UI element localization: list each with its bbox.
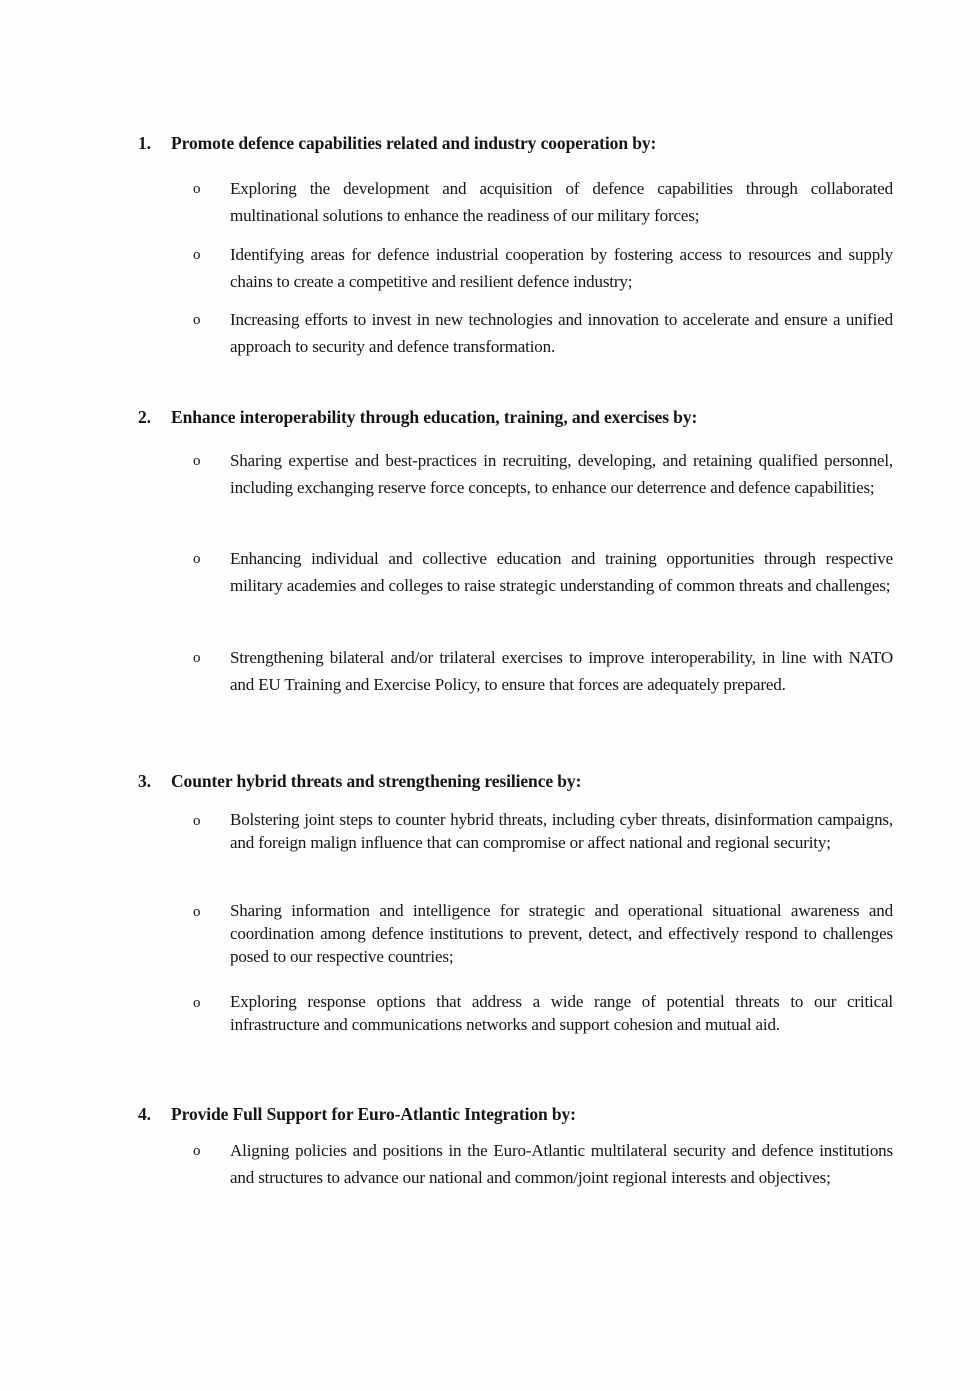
list-item-text: Sharing information and intelligence for strategic and operational situational awareness and coordination among defence institutions to prevent, detect, and effectively respond to challenges posed to our respective countries; <box>230 901 893 966</box>
bullet-circle-icon: o <box>193 1143 201 1159</box>
bullet-circle-icon: o <box>193 247 201 263</box>
section-heading <box>138 1103 898 1125</box>
list-item-text: Strengthening bilateral and/or trilateral exercises to improve interoperability, in line with NATO and EU Training and Exercise Policy, to ensure that forces are adequately prepared. <box>230 648 893 694</box>
list-item-text: Exploring response options that address a wide range of potential threats to our critical infrastructure and communications networks and support cohesion and mutual aid. <box>230 992 893 1034</box>
section-heading <box>138 132 898 154</box>
list-item-text: Aligning policies and positions in the Euro-Atlantic multilateral security and defence institutions and structures to advance our national and common/joint regional interests and objectives; <box>230 1141 893 1187</box>
section-2 <box>138 406 898 694</box>
list-item-text: Exploring the development and acquisition of defence capabilities through collaborated multinational solutions to enhance the readiness of our military forces; <box>230 179 893 225</box>
section-1 <box>138 132 898 356</box>
bullet-circle-icon: o <box>193 995 201 1011</box>
bullet-circle-icon: o <box>193 312 201 328</box>
section-number: 3. <box>138 771 151 791</box>
section-title: Provide Full Support for Euro-Atlantic Integration by: <box>171 1104 576 1124</box>
section-title: Counter hybrid threats and strengthening resilience by: <box>171 771 582 791</box>
list-item-text: Bolstering joint steps to counter hybrid threats, including cyber threats, disinformation campaigns, and foreign malign influence that can compromise or affect national and regional security; <box>230 810 893 852</box>
section-number: 1. <box>138 133 151 153</box>
section-heading <box>138 406 898 428</box>
bullet-circle-icon: o <box>193 551 201 567</box>
section-title: Enhance interoperability through education, training, and exercises by: <box>171 407 698 427</box>
section-title: Promote defence capabilities related and industry cooperation by: <box>171 133 657 153</box>
bullet-circle-icon: o <box>193 181 201 197</box>
section-4 <box>138 1103 898 1187</box>
list-item-text: Enhancing individual and collective education and training opportunities through respective military academies and colleges to raise strategic understanding of common threats and challenges; <box>230 549 893 595</box>
section-3 <box>138 770 898 1034</box>
section-number: 2. <box>138 407 151 427</box>
bullet-circle-icon: o <box>193 904 201 920</box>
list-item-text: Identifying areas for defence industrial cooperation by fostering access to resources and supply chains to create a competitive and resilient defence industry; <box>230 245 893 291</box>
list-item-text: Increasing efforts to invest in new technologies and innovation to accelerate and ensure a unified approach to security and defence transformation. <box>230 310 893 356</box>
section-heading <box>138 770 898 792</box>
bullet-circle-icon: o <box>193 813 201 829</box>
list-item-text: Sharing expertise and best-practices in recruiting, developing, and retaining qualified personnel, including exchanging reserve force concepts, to enhance our deterrence and defence capabilities; <box>230 451 893 497</box>
bullet-circle-icon: o <box>193 453 201 469</box>
bullet-circle-icon: o <box>193 650 201 666</box>
section-number: 4. <box>138 1104 151 1124</box>
